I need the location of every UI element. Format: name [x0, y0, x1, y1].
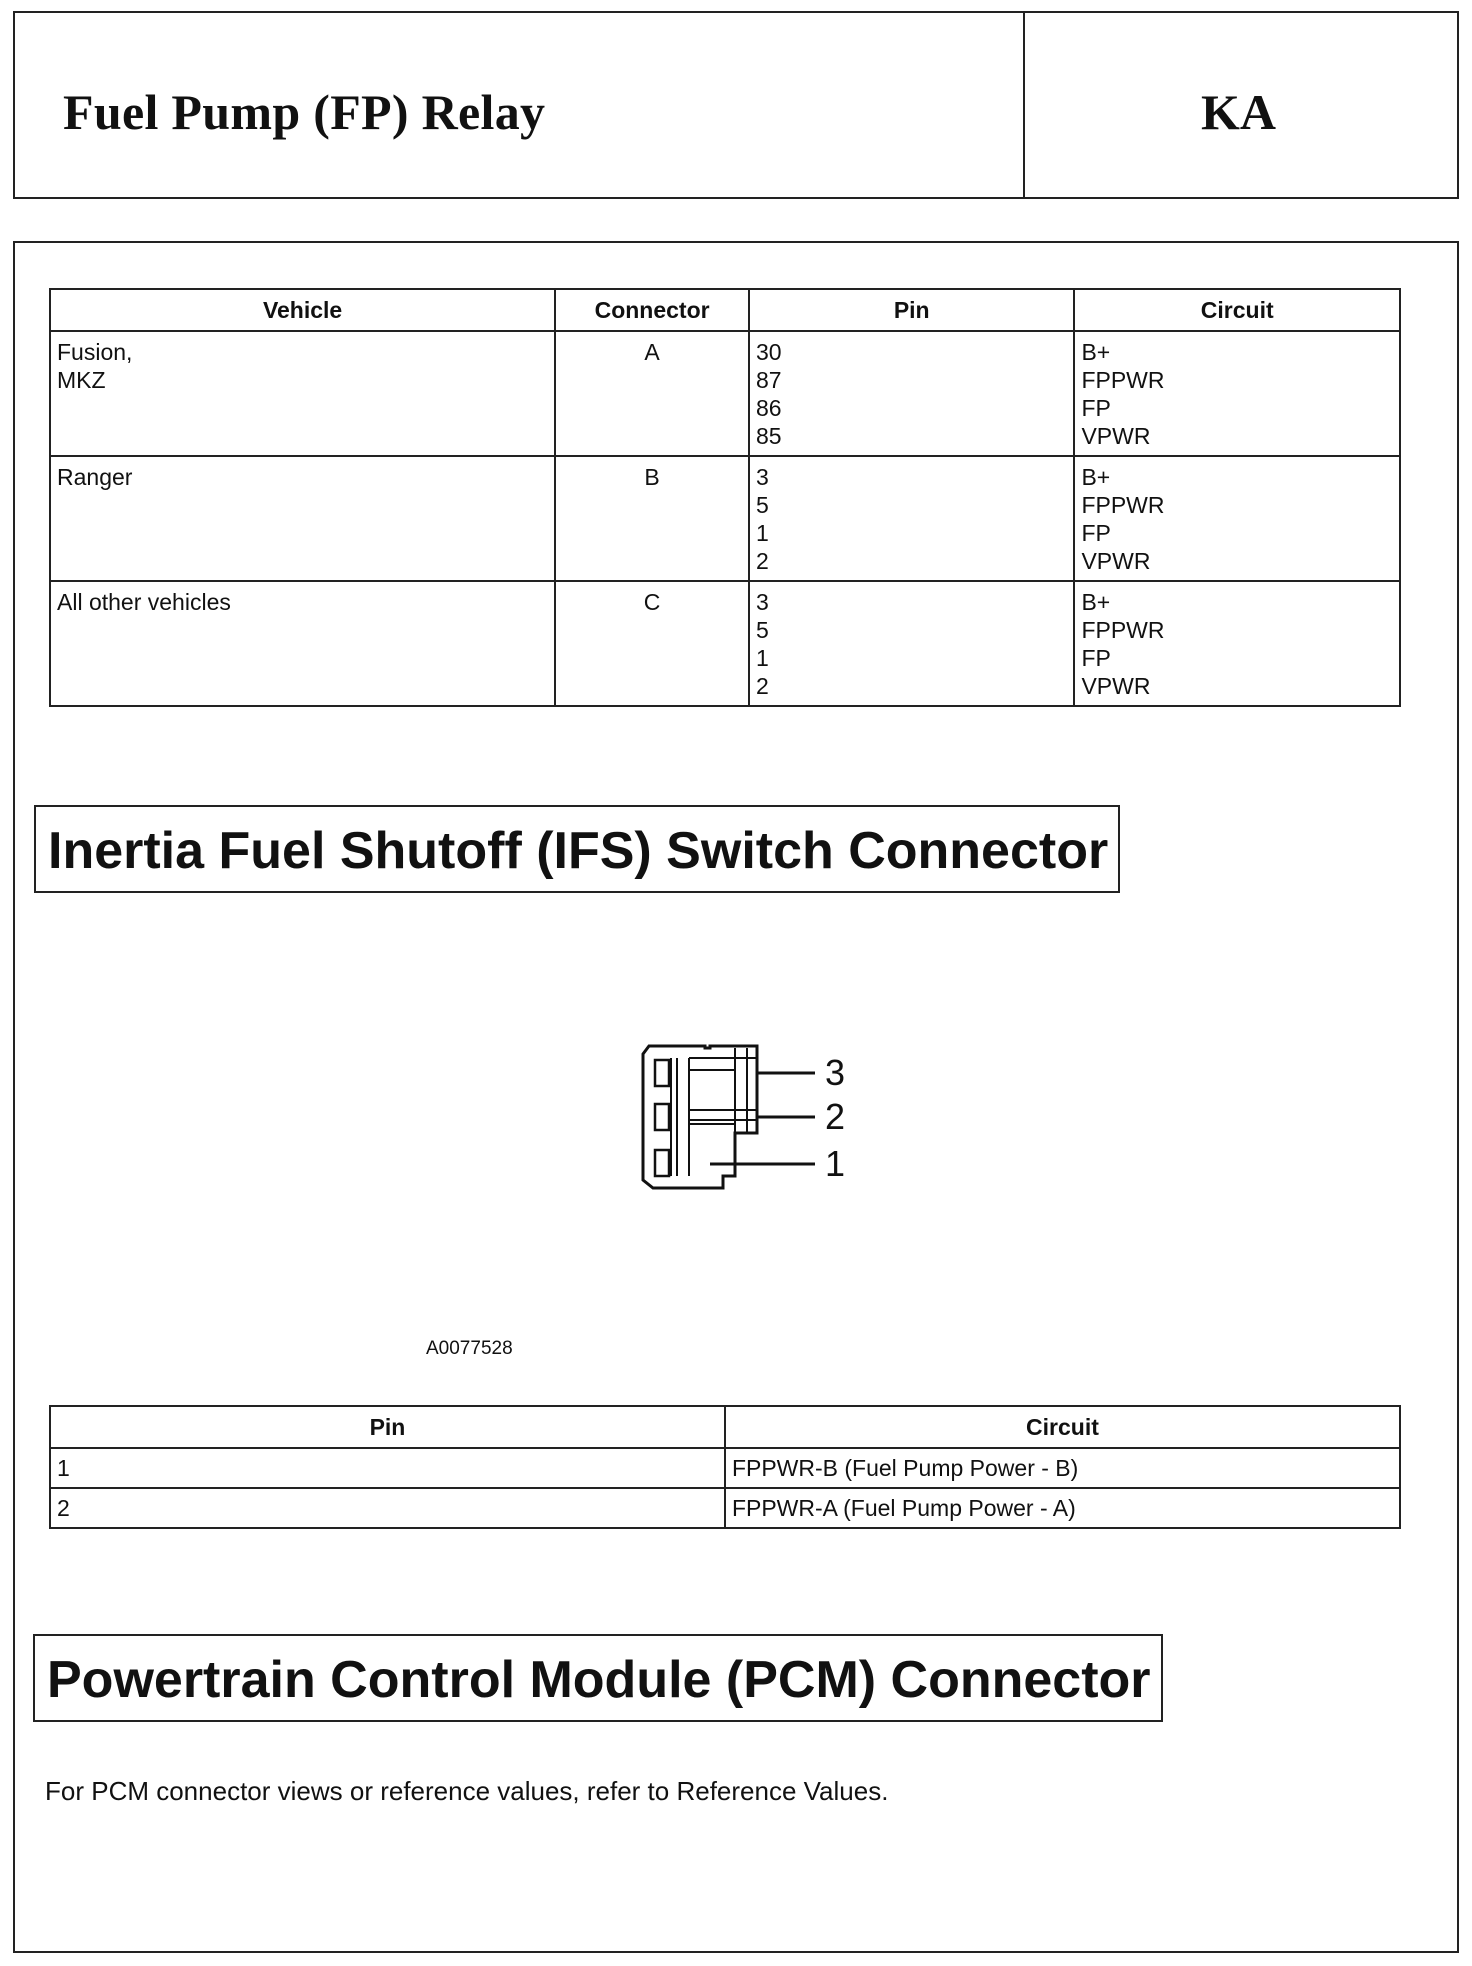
- pin-number: 3: [756, 589, 769, 615]
- pin-cell: 1: [50, 1448, 725, 1488]
- circuit-name: FP: [1081, 520, 1111, 546]
- pin-cell: [749, 456, 1074, 581]
- pin-number: 2: [756, 548, 769, 574]
- circuit-name: VPWR: [1081, 548, 1151, 574]
- connector-body: [643, 1046, 757, 1188]
- connector-cell: B: [555, 456, 749, 581]
- vehicle-cell: [50, 331, 555, 456]
- section-code: KA: [1201, 84, 1276, 140]
- circuit-cell: [1074, 581, 1400, 706]
- pin-cell: [749, 581, 1074, 706]
- pin-number: 5: [756, 492, 769, 518]
- vehicle-name: All other vehicles: [57, 589, 231, 615]
- table-header-row: [50, 289, 1400, 331]
- pcm-section-title: Powertrain Control Module (PCM) Connector: [33, 1634, 1163, 1722]
- page-header: [13, 11, 1459, 199]
- page-title: Fuel Pump (FP) Relay: [63, 84, 546, 140]
- ifs-section-title: Inertia Fuel Shutoff (IFS) Switch Connector: [34, 805, 1120, 893]
- pin-cavity-1: [655, 1150, 669, 1176]
- relay-pin-table: [49, 288, 1401, 707]
- column-header: Connector: [555, 289, 749, 331]
- pin-number: 85: [756, 423, 782, 449]
- circuit-cell: [1074, 331, 1400, 456]
- pin-number: 5: [756, 617, 769, 643]
- pin-number: 1: [756, 645, 769, 671]
- pin-number: 1: [756, 520, 769, 546]
- pin-2-label: 2: [825, 1096, 846, 1137]
- circuit-name: FP: [1081, 645, 1111, 671]
- circuit-name: FPPWR: [1081, 367, 1165, 393]
- circuit-name: B+: [1081, 339, 1111, 365]
- pin-number: 87: [756, 367, 782, 393]
- ifs-pin-table: [49, 1405, 1401, 1529]
- circuit-name: B+: [1081, 589, 1111, 615]
- connector-latch: [689, 1070, 735, 1124]
- ifs-connector-diagram: [635, 1040, 875, 1240]
- vehicle-cell: [50, 581, 555, 706]
- circuit-cell: FPPWR-A (Fuel Pump Power - A): [725, 1488, 1400, 1528]
- pin-cavity-2: [655, 1104, 669, 1130]
- pcm-reference-text: For PCM connector views or reference values, refer to Reference Values.: [45, 1776, 889, 1806]
- vehicle-name: Ranger: [57, 464, 133, 490]
- pin-number: 30: [756, 339, 782, 365]
- pin-cell: 2: [50, 1488, 725, 1528]
- table-header-row: [50, 1406, 1400, 1448]
- circuit-cell: FPPWR-B (Fuel Pump Power - B): [725, 1448, 1400, 1488]
- table-row: [50, 1488, 1400, 1528]
- pin-number: 86: [756, 395, 782, 421]
- circuit-name: FP: [1081, 395, 1111, 421]
- pin-cavity-3: [655, 1060, 669, 1086]
- figure-id: A0077528: [426, 1338, 513, 1359]
- column-header: Circuit: [1074, 289, 1400, 331]
- column-header: Vehicle: [50, 289, 555, 331]
- table-row: [50, 456, 1400, 581]
- connector-cell: C: [555, 581, 749, 706]
- pin-3-label: 3: [825, 1052, 846, 1093]
- column-header: Circuit: [725, 1406, 1400, 1448]
- table-row: [50, 1448, 1400, 1488]
- pin-number: 3: [756, 464, 769, 490]
- circuit-name: VPWR: [1081, 673, 1151, 699]
- pin-cell: [749, 331, 1074, 456]
- vehicle-cell: [50, 456, 555, 581]
- table-row: [50, 331, 1400, 456]
- circuit-name: VPWR: [1081, 423, 1151, 449]
- circuit-name: B+: [1081, 464, 1111, 490]
- circuit-name: FPPWR: [1081, 617, 1165, 643]
- column-header: Pin: [50, 1406, 725, 1448]
- header-divider: [1023, 13, 1025, 197]
- column-header: Pin: [749, 289, 1074, 331]
- vehicle-name: Fusion,: [57, 339, 133, 365]
- connector-cell: A: [555, 331, 749, 456]
- circuit-cell: [1074, 456, 1400, 581]
- vehicle-name: MKZ: [57, 367, 106, 393]
- pin-1-label: 1: [825, 1143, 846, 1184]
- circuit-name: FPPWR: [1081, 492, 1165, 518]
- content-frame: [13, 241, 1459, 1953]
- table-row: [50, 581, 1400, 706]
- pin-number: 2: [756, 673, 769, 699]
